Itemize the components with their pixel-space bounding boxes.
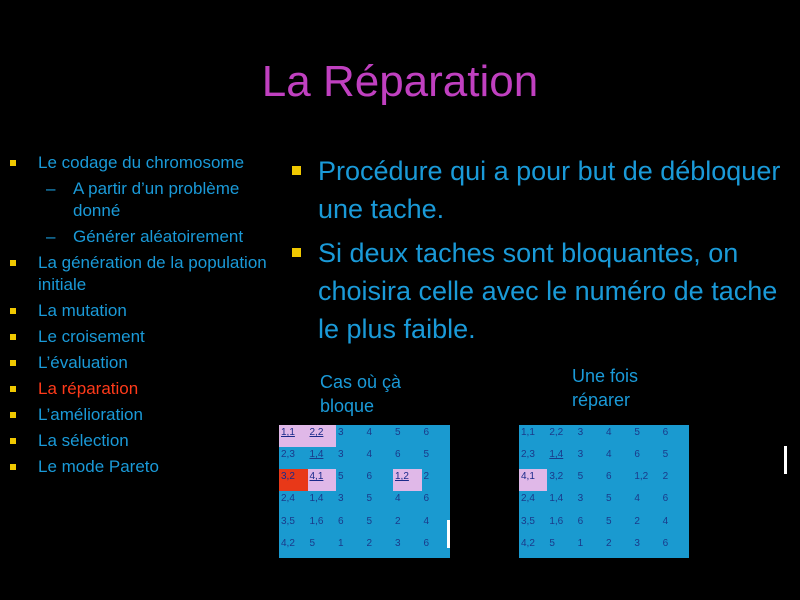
outline-item-label: L’évaluation [38, 353, 128, 372]
outline-item [8, 352, 288, 374]
grid-cell: 4 [366, 449, 373, 461]
square-bullet-icon [10, 464, 16, 470]
grid-cell: 2 [395, 515, 401, 527]
grid-cell: 2,4 [521, 493, 535, 505]
grid-cell: 6 [577, 515, 584, 527]
schedule-grid-blocked [279, 425, 450, 558]
grid-cell: 4 [366, 427, 373, 438]
grid-cell: 4 [662, 515, 669, 527]
grid-cell: 5 [606, 493, 612, 505]
caption-left: Cas où çà bloque [320, 372, 402, 416]
outline-item [8, 456, 288, 478]
grid-cell: 4 [423, 515, 430, 527]
white-marker [784, 446, 787, 474]
point-text: Procédure qui a pour but de débloquer une tache. [318, 156, 781, 224]
grid-cell: 4,2 [521, 537, 535, 549]
grid-cell: 1,4 [309, 493, 324, 505]
grid-cell: 3 [577, 427, 584, 438]
grid-cell: 6 [423, 537, 430, 549]
grid-cell: 6 [662, 427, 669, 438]
outline-item-label: Générer aléatoirement [73, 227, 244, 246]
grid-cell: 6 [423, 493, 430, 505]
grid-cell: 3,5 [521, 515, 535, 527]
slide-title: La Réparation [261, 57, 539, 106]
dash-bullet-icon: – [46, 227, 56, 246]
grid-cell: 1,4 [549, 449, 564, 461]
grid-cell: 3 [577, 449, 584, 461]
grid-cell: 3,2 [279, 469, 308, 491]
grid-cell: 1,4 [309, 449, 324, 461]
outline-item [8, 300, 288, 322]
outline-item-label: La mutation [38, 301, 127, 320]
square-bullet-icon [10, 308, 16, 314]
grid-cell: 1,2 [393, 469, 422, 491]
grid-cell: 2 [662, 471, 669, 483]
grid-cell: 6 [662, 537, 669, 549]
grid-cell: 2 [634, 515, 640, 527]
grid-cell: 2 [423, 471, 430, 483]
grid-cell: 4,1 [308, 469, 337, 491]
grid-cell: 5 [423, 449, 430, 461]
grid-cell: 6 [423, 427, 430, 438]
grid-cell: 5 [577, 471, 584, 483]
grid-cell: 6 [395, 449, 401, 461]
square-bullet-icon [10, 260, 16, 266]
outline-item [8, 430, 288, 452]
grid-cell: 1,1 [279, 425, 308, 447]
grid-cell: 3 [577, 493, 584, 505]
grid-cell: 4 [634, 493, 640, 505]
schedule-grid-repaired [519, 425, 689, 558]
grid-cell: 5 [606, 515, 612, 527]
outline-item-label: Le codage du chromosome [38, 153, 245, 172]
square-bullet-icon [10, 438, 16, 444]
grid-cell: 5 [549, 537, 555, 549]
outline-item-label: La sélection [38, 431, 129, 450]
square-bullet-icon [10, 412, 16, 418]
grid-cell: 4 [395, 493, 401, 505]
grid-cell: 1,2 [634, 471, 649, 483]
grid-cell: 1 [577, 537, 584, 549]
grid-cell: 1 [338, 537, 344, 549]
outline-item [8, 404, 288, 426]
outline-item-label: A partir d’un problème donné [73, 179, 240, 220]
outline-item-label: La génération de la population initiale [38, 253, 267, 294]
dash-bullet-icon: – [46, 179, 56, 198]
grid-cell: 6 [338, 515, 344, 527]
outline-item-label: La réparation [38, 379, 139, 398]
square-bullet-icon [292, 248, 301, 257]
grid-cell: 2 [606, 537, 612, 549]
grid-cell: 1,4 [549, 493, 564, 505]
grid-cell: 4,1 [519, 469, 547, 491]
outline-subitem [8, 226, 288, 248]
square-bullet-icon [10, 160, 16, 166]
outline-item-label: Le mode Pareto [38, 457, 159, 476]
grid-cell: 6 [606, 471, 612, 483]
square-bullet-icon [292, 166, 301, 175]
grid-cell: 1,6 [549, 515, 564, 527]
grid-cell: 3 [338, 427, 344, 438]
grid-cell: 5 [395, 427, 401, 438]
point-text: Si deux taches sont bloquantes, on choisira celle avec le numéro de tache le plus faible. [318, 238, 778, 344]
main-points [288, 152, 788, 354]
grid-cell: 2,3 [521, 449, 535, 461]
grid-cell: 1,6 [309, 515, 324, 527]
grid-cell: 5 [366, 515, 373, 527]
point-item [288, 152, 788, 228]
outline-item [8, 326, 288, 348]
square-bullet-icon [10, 334, 16, 340]
grid-cell: 3 [634, 537, 640, 549]
grid-cell: 5 [309, 537, 316, 549]
outline-item [8, 378, 288, 400]
grid-cell: 5 [662, 449, 669, 461]
grid-cell: 2 [366, 537, 373, 549]
outline-item-label: Le croisement [38, 327, 145, 346]
outline-item [8, 152, 288, 174]
square-bullet-icon [10, 386, 16, 392]
outline-subitem [8, 178, 288, 222]
grid-cell: 4 [606, 427, 612, 438]
grid-cell: 4,2 [281, 537, 295, 549]
grid-cell: 2,2 [308, 425, 337, 447]
grid-cell: 6 [662, 493, 669, 505]
grid-cell: 3 [338, 493, 344, 505]
grid-cell: 1,1 [521, 427, 535, 438]
grid-cell: 6 [366, 471, 373, 483]
grid-cell: 2,3 [281, 449, 295, 461]
grid-cell: 5 [366, 493, 373, 505]
grid-cell: 6 [634, 449, 640, 461]
grid-cell: 3,2 [549, 471, 564, 483]
outline-list [8, 152, 288, 482]
grid-cell: 5 [338, 471, 344, 483]
caption-right: Une fois réparer [572, 366, 639, 410]
grid-cell: 2,2 [549, 427, 564, 438]
square-bullet-icon [10, 360, 16, 366]
grid-cell: 3 [395, 537, 401, 549]
grid-cell: 3 [338, 449, 344, 461]
grid-cell: 2,4 [281, 493, 295, 505]
grid-cell: 3,5 [281, 515, 295, 527]
outline-item [8, 252, 288, 296]
white-marker [447, 520, 450, 548]
grid-cell: 4 [606, 449, 612, 461]
outline-item-label: L’amélioration [38, 405, 143, 424]
point-item [288, 234, 788, 348]
grid-cell: 5 [634, 427, 640, 438]
